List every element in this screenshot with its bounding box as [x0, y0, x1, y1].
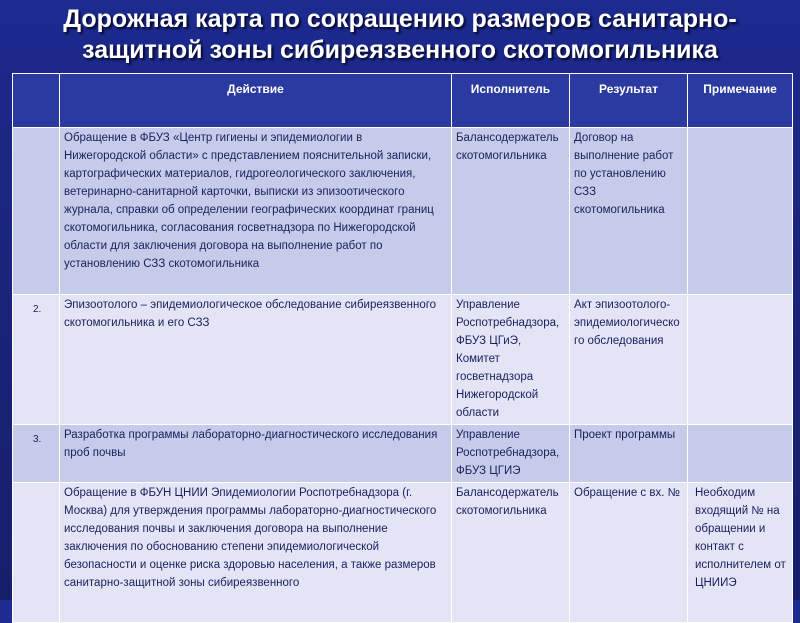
- header-executor: Исполнитель: [452, 74, 570, 128]
- row-note: [688, 128, 793, 295]
- table-row: [13, 483, 793, 623]
- table-row: [13, 128, 793, 295]
- table-row: [13, 425, 793, 483]
- row-note: Необходим входящий № на обращении и контакт с исполнителем от ЦНИИЭ: [688, 483, 793, 623]
- row-number: 2.: [13, 295, 60, 425]
- slide-title-line-1: Дорожная карта по сокращению размеров санитарно-: [63, 5, 737, 33]
- header-num: [13, 74, 60, 128]
- row-note: [688, 295, 793, 425]
- table-row: [13, 295, 793, 425]
- row-action: Обращение в ФБУН ЦНИИ Эпидемиологии Роспотребнадзора (г. Москва) для утверждения программы лабораторно-диагностического исследования почвы и заключения договора на выполнение заключения по обоснованию степени эпидемиологической безопасности и оценке риска здоровью населения, а также размеров санитарно-защитной зоны сибиреязвенного: [60, 483, 452, 623]
- row-executor: Балансодержатель скотомогильника: [452, 128, 570, 295]
- row-note: [688, 425, 793, 483]
- header-action: Действие: [60, 74, 452, 128]
- row-executor: Балансодержатель скотомогильника: [452, 483, 570, 623]
- row-result: Договор на выполнение работ по установлению СЗЗ скотомогильника: [570, 128, 688, 295]
- row-executor: Управление Роспотребнадзора, ФБУЗ ЦГИЭ: [452, 425, 570, 483]
- row-result: Акт эпизоотолого-эпидемиологического обследования: [570, 295, 688, 425]
- row-number: [13, 128, 60, 295]
- row-number: [13, 483, 60, 623]
- row-action: Разработка программы лабораторно-диагностического исследования проб почвы: [60, 425, 452, 483]
- header-result: Результат: [570, 74, 688, 128]
- row-executor: Управление Роспотребнадзора, ФБУЗ ЦГиЭ, Комитет госветнадзора Нижегородской области: [452, 295, 570, 425]
- roadmap-table: [12, 73, 793, 623]
- row-number: 3.: [13, 425, 60, 483]
- row-action: Обращение в ФБУЗ «Центр гигиены и эпидемиологии в Нижегородской области» с представлением пояснительной записки, картографических материалов, гидрогеологического заключения, ветеринарно-санитарной карточки, выписки из эпизоотического журнала, справки об определении географических координат границ скотомогильника, согласования госветнадзора по Нижегородской области для заключения договора на выполнение работ по установлению СЗЗ скотомогильника: [60, 128, 452, 295]
- slide-title: [0, 4, 800, 66]
- slide-title-line-2: защитной зоны сибиреязвенного скотомогильника: [82, 36, 718, 64]
- row-action: Эпизоотолого – эпидемиологическое обследование сибиреязвенного скотомогильника и его СЗЗ: [60, 295, 452, 425]
- header-note: Примечание: [688, 74, 793, 128]
- row-result: Обращение с вх. №: [570, 483, 688, 623]
- table-header-row: [13, 74, 793, 128]
- row-result: Проект программы: [570, 425, 688, 483]
